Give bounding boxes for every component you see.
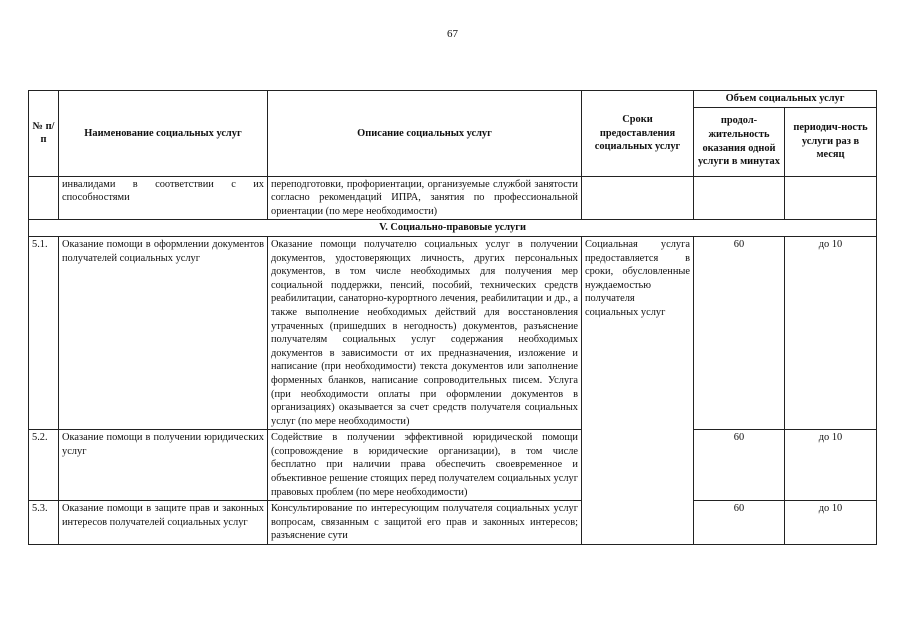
social-services-table bbox=[28, 90, 877, 545]
row-num bbox=[29, 176, 59, 220]
row-num: 5.2. bbox=[29, 430, 59, 501]
service-name: Оказание помощи в получении юридических услуг bbox=[59, 430, 268, 501]
header-name: Наименование социальных услуг bbox=[59, 91, 268, 177]
service-frequency: до 10 bbox=[785, 501, 877, 545]
header-terms: Сроки предоставления социальных услуг bbox=[582, 91, 694, 177]
service-name: Оказание помощи в оформлении документов получателей социальных услуг bbox=[59, 236, 268, 429]
service-duration: 60 bbox=[694, 501, 785, 545]
service-name: инвалидами в соответствии с их способностями bbox=[59, 176, 268, 220]
table-row bbox=[29, 430, 877, 501]
service-description: Содействие в получении эффективной юридической помощи (сопровождение в юридические организации), в том числе бесплатно при наличии права обеспечить своевременное и объективное решение стоящих перед получателем социальных услуг правовых проблем (по мере необходимости) bbox=[268, 430, 582, 501]
service-duration: 60 bbox=[694, 236, 785, 429]
service-description: Оказание помощи получателю социальных услуг в получении документов, удостоверяющих личность, других персональных документов, в том числе необходимых для получения мер социальной поддержки, пенсий, пособий, технических средств реабилитации, санаторно-курортного лечения, реабилитации и др., а также выполнение необходимых действий для восстановления утраченных (пришедших в негодность) документов, разъяснение получателям социальных услуг содержания необходимых документов в зависимости от их предназначения, изложение и написание (при необходимости) текста документов или заполнение форменных бланков, написание сопроводительных писем. Услуга (при необходимости оплаты при оформлении документов в организациях) оказывается за счет средств получателя социальных услуг (по мере необходимости) bbox=[268, 236, 582, 429]
service-name: Оказание помощи в защите прав и законных интересов получателей социальных услуг bbox=[59, 501, 268, 545]
section-title: V. Социально-правовые услуги bbox=[29, 220, 877, 237]
service-description: переподготовки, профориентации, организуемые службой занятости согласно рекомендаций ИПРА, занятия по профессиональной ориентации (по мере необходимости) bbox=[268, 176, 582, 220]
service-description: Консультирование по интересующим получателя социальных услуг вопросам, связанным с защитой его прав и законных интересов; разъяснение сути bbox=[268, 501, 582, 545]
row-num: 5.3. bbox=[29, 501, 59, 545]
service-frequency: до 10 bbox=[785, 430, 877, 501]
service-terms: Социальная услуга предоставляется в сроки, обусловленные нуждаемостью получателя социальных услуг bbox=[582, 236, 694, 544]
service-duration bbox=[694, 176, 785, 220]
table-row bbox=[29, 236, 877, 429]
table-row bbox=[29, 176, 877, 220]
header-description: Описание социальных услуг bbox=[268, 91, 582, 177]
page-number: 67 bbox=[447, 28, 458, 40]
row-num: 5.1. bbox=[29, 236, 59, 429]
header-num: № п/п bbox=[29, 91, 59, 177]
header-frequency: периодич-ность услуги раз в месяц bbox=[785, 107, 877, 176]
table-header-row bbox=[29, 91, 877, 108]
header-duration: продол-жительность оказания одной услуги в минутах bbox=[694, 107, 785, 176]
service-terms bbox=[582, 176, 694, 220]
section-row bbox=[29, 220, 877, 237]
service-frequency bbox=[785, 176, 877, 220]
service-frequency: до 10 bbox=[785, 236, 877, 429]
header-volume: Объем социальных услуг bbox=[694, 91, 877, 108]
service-duration: 60 bbox=[694, 430, 785, 501]
table-row bbox=[29, 501, 877, 545]
